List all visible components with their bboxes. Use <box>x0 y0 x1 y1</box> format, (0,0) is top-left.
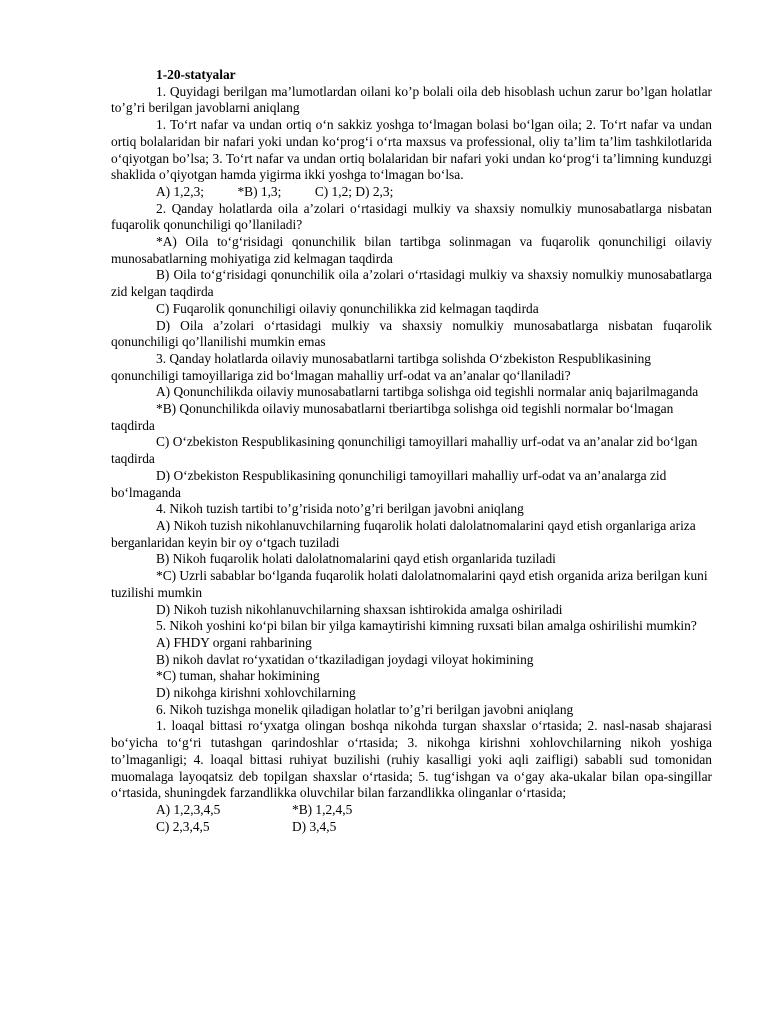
question-4-option-c: *C) Uzrli sabablar bo‘lganda fuqarolik holati dalolatnomalarini qayd etish organida ariza berilgan kuni tuzilishi mumkin <box>111 568 708 600</box>
question-6-option-d: D) 3,4,5 <box>292 818 337 834</box>
question-5-option-a: A) FHDY organi rahbarining <box>156 634 312 650</box>
question-2-option-b: B) Oila to‘g‘risidagi qonunchilik oila a’zolari o‘rtasidagi mulkiy va shaxsiy nomulkiy munosabatlarga zid kelgan taqdirda <box>111 267 712 300</box>
question-3-option-b: *B) Qonunchilikda oilaviy munosabatlarni tberiartibga solishga oid tegishli normalar bo‘lmagan taqdirda <box>111 401 674 433</box>
question-5: 5. Nikoh yoshini ko‘pi bilan bir yilga kamaytirishi kimning ruxsati bilan amalga oshirilishi mumkin? <box>156 618 697 634</box>
question-6-option-b: *B) 1,2,4,5 <box>292 801 353 817</box>
question-6: 6. Nikoh tuzishga monelik qiladigan holatlar to’g’ri berilgan javobni aniqlang <box>156 701 574 717</box>
question-2: 2. Qanday holatlarda oila a’zolari o‘rtasidagi mulkiy va shaxsiy nomulkiy munosabatlarga nisbatan fuqarolik qonunchiligi qo’llaniladi? <box>111 200 712 233</box>
question-5-option-d: D) nikohga kirishni xohlovchilarning <box>156 685 356 701</box>
question-4: 4. Nikoh tuzish tartibi to’g’risida noto’g’ri berilgan javobni aniqlang <box>156 501 524 517</box>
question-2-option-d: D) Oila a’zolari o‘rtasidagi mulkiy va shaxsiy nomulkiy munosabatlarga nisbatan fuqarolik qonunchiligi qo’llanilishi mumkin emas <box>111 317 712 350</box>
question-4-option-a: A) Nikoh tuzish nikohlanuvchilarning fuqarolik holati dalolatnomalarini qayd etish organlariga ariza berganlaridan keyin bir oy o‘tgach tuziladi <box>111 517 696 550</box>
question-2-option-a: *A) Oila to‘g‘risidagi qonunchilik bilan tartibga solinmagan va fuqarolik qonunchiligi oilaviy munosabatlarning mohiyatiga zid kelmagan taqdirda <box>111 234 712 266</box>
question-6-option-c: C) 2,3,4,5 <box>156 818 210 834</box>
question-1: 1. Quyidagi berilgan ma’lumotlardan oilani ko’p bolali oila deb hisoblash uchun zarur bo’lgan holatlar to’g’ri berilgan javoblarni aniqlang <box>111 83 712 116</box>
question-6-options <box>111 802 712 835</box>
question-3-option-c: C) O‘zbekiston Respublikasining qonunchiligi tamoyillari mahalliy urf-odat va an’analar zid bo‘lgan taqdirda <box>111 434 698 467</box>
question-4-option-b: B) Nikoh fuqarolik holati dalolatnomalarini qayd etish organlarida tuziladi <box>156 551 556 567</box>
question-6-statements: 1. loaqal bittasi ro‘yxatga olingan boshqa nikohda turgan shaxslar o‘rtasida; 2. nasl-nasab shajarasi bo‘yicha to‘g‘ri tutashgan qarindoshlar o‘rtasida; 3. nikohga kirishni xohlovchilarning nikoh yoshiga to’lmaganligi; 4. loaqal bittasi ruhiyat buzilishi (ruhiy kasalligi yoki aqli zaifligi) sababli sud tomonidan muomalaga layoqatsiz deb topilgan shaxslar o‘rtasida; 5. tug‘ishgan va o‘gay aka-ukalar bilan opa-singillar o‘rtasida, shuningdek farzandlikka oluvchilar bilan farzandlikka olinganlar o‘rtasida; <box>111 718 712 801</box>
question-6-option-a: A) 1,2,3,4,5 <box>156 801 221 817</box>
question-1-statements: 1. To‘rt nafar va undan ortiq o‘n sakkiz yoshga to‘lmagan bolasi bo‘lgan oila; 2. To‘rt nafar va undan ortiq bolalaridan bir nafari yoki undan ko‘prog‘i o‘rta maxsus va professional, oliy ta’lim ta’lim tashkilotlarida o‘qiyotgan bo’lsa; 3. To‘rt nafar va undan ortiq bolalaridan bir nafari yoki undan ko‘prog‘i ta’limning kunduzgi shaklida o’qiyotgan hamda yigirma ikki yoshga to‘lmagan bo‘lsa. <box>111 117 712 183</box>
question-5-option-b: B) nikoh davlat ro‘yxatidan o‘tkaziladigan joydagi viloyat hokimining <box>156 651 534 667</box>
page-heading: 1-20-statyalar <box>156 67 236 82</box>
question-3-option-a: A) Qonunchilikda oilaviy munosabatlarni tartibga solishga oid tegishli normalar aniq bajarilmaganda <box>156 384 699 400</box>
question-4-option-d: D) Nikoh tuzish nikohlanuvchilarning shaxsan ishtirokida amalga oshiriladi <box>156 601 563 617</box>
question-5-option-c: *C) tuman, shahar hokimining <box>156 668 320 684</box>
question-1-options: A) 1,2,3; *B) 1,3; C) 1,2; D) 2,3; <box>156 183 394 199</box>
question-3-option-d: D) O‘zbekiston Respublikasining qonunchiligi tamoyillari mahalliy urf-odat va an’analarga zid bo‘lmaganda <box>111 467 667 500</box>
document-page <box>111 67 712 835</box>
question-3: 3. Qanday holatlarda oilaviy munosabatlarni tartibga solishda O‘zbekiston Respublikasining qonunchiligi tamoyillariga zid bo‘lmagan mahalliy urf-odat va an’analar qo‘llaniladi? <box>111 350 651 383</box>
question-2-option-c: C) Fuqarolik qonunchiligi oilaviy qonunchilikka zid kelmagan taqdirda <box>156 300 539 316</box>
